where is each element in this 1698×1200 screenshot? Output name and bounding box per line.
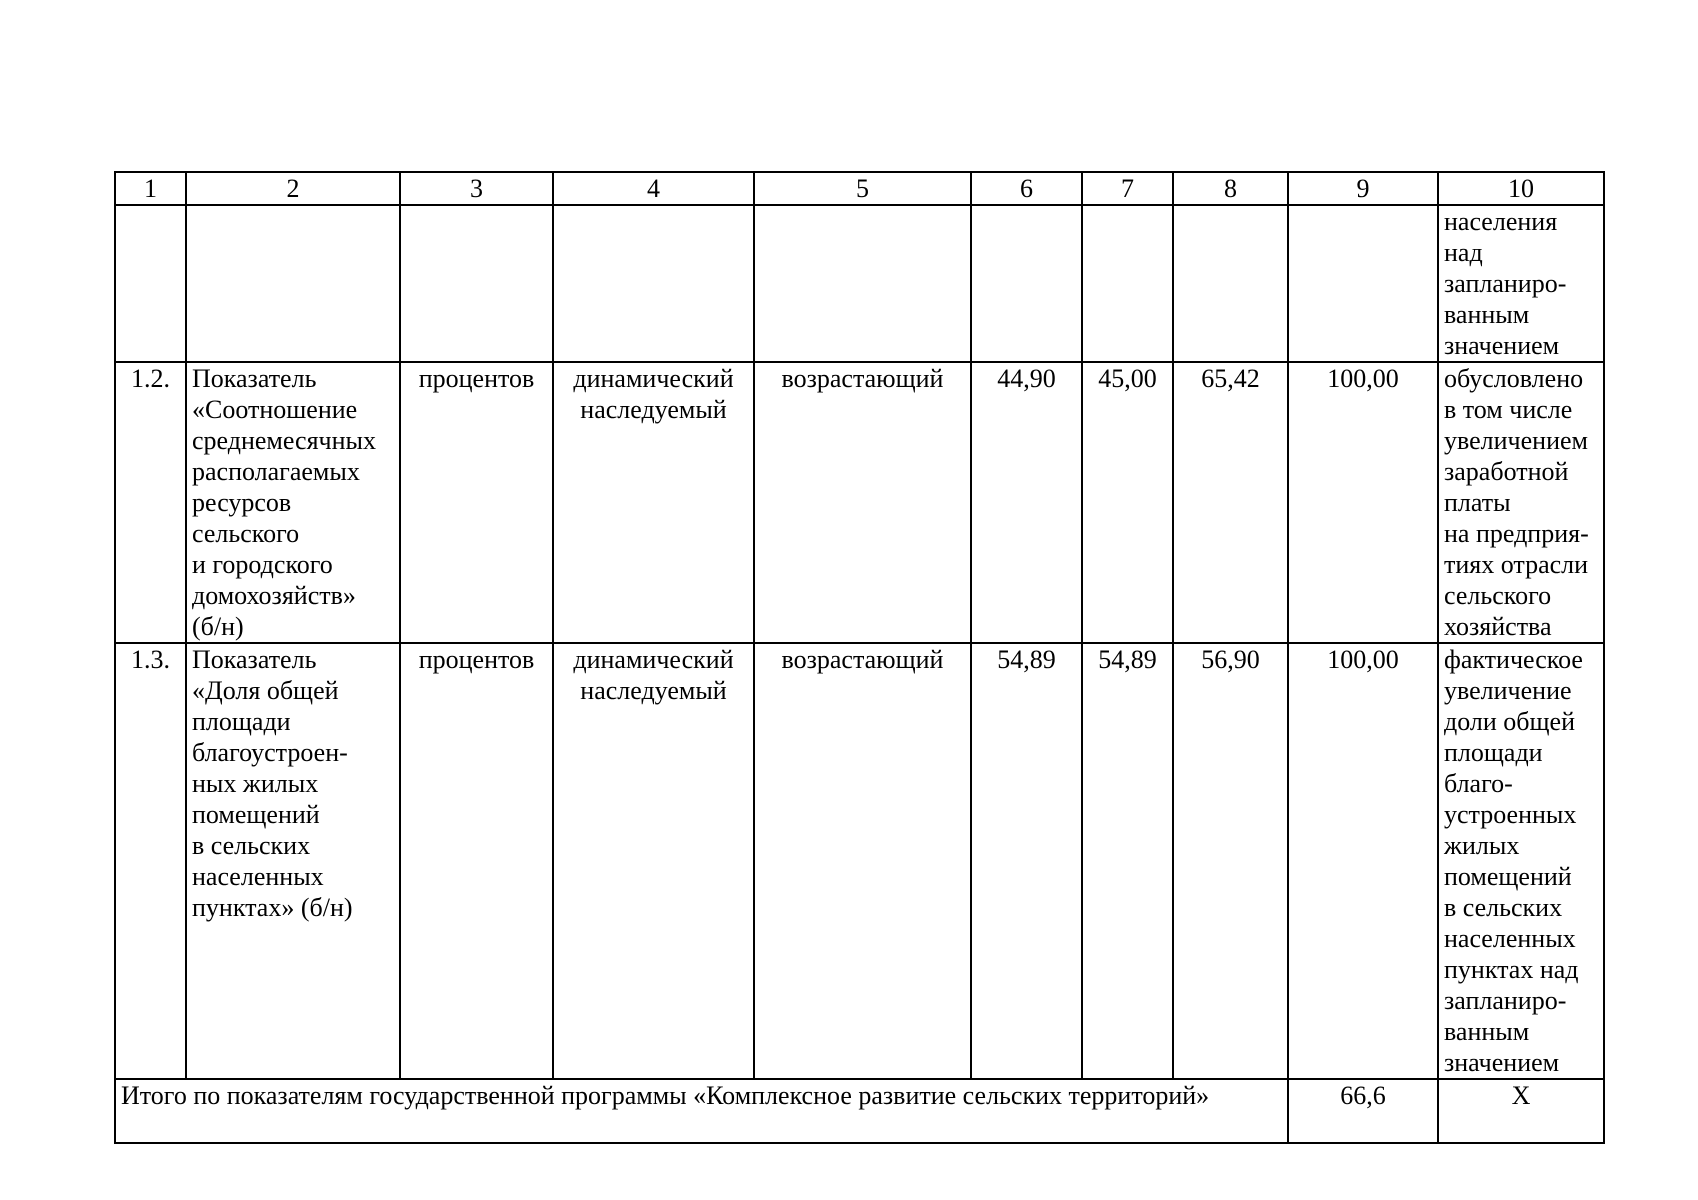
total-value: 66,6 [1288, 1079, 1438, 1143]
indicator-name: Показатель «Доля общей площади благоустроен- ных жилых помещений в сельских населенных пунктах» (б/н) [186, 643, 400, 1079]
cont-cell-4 [553, 205, 754, 362]
header-cell-9: 9 [1288, 172, 1438, 205]
value-col6: 44,90 [971, 362, 1082, 643]
header-cell-7: 7 [1082, 172, 1173, 205]
cont-cell-2 [186, 205, 400, 362]
cont-cell-8 [1173, 205, 1288, 362]
direction-cell: возрастающий [754, 643, 971, 1079]
cont-cell-6 [971, 205, 1082, 362]
total-label: Итого по показателям государственной программы «Комплексное развитие сельских территорий» [115, 1079, 1288, 1143]
header-cell-6: 6 [971, 172, 1082, 205]
header-row [115, 172, 1604, 205]
header-cell-2: 2 [186, 172, 400, 205]
total-mark: Х [1438, 1079, 1604, 1143]
table-row [115, 643, 1604, 1079]
value-col9: 100,00 [1288, 362, 1438, 643]
cont-cell-5 [754, 205, 971, 362]
row-number: 1.3. [115, 643, 186, 1079]
unit-cell: процентов [400, 362, 553, 643]
type-cell: динамический наследуемый [553, 362, 754, 643]
direction-cell: возрастающий [754, 362, 971, 643]
cont-comment-cell: населения над запланиро- ванным значением [1438, 205, 1604, 362]
header-cell-4: 4 [553, 172, 754, 205]
value-col6: 54,89 [971, 643, 1082, 1079]
header-cell-5: 5 [754, 172, 971, 205]
type-cell: динамический наследуемый [553, 643, 754, 1079]
cont-cell-1 [115, 205, 186, 362]
header-cell-1: 1 [115, 172, 186, 205]
row-number: 1.2. [115, 362, 186, 643]
value-col7: 54,89 [1082, 643, 1173, 1079]
total-row [115, 1079, 1604, 1143]
cont-cell-3 [400, 205, 553, 362]
comment-cell: обусловлено в том числе увеличением заработной платы на предприя- тиях отрасли сельского хозяйства [1438, 362, 1604, 643]
cont-cell-7 [1082, 205, 1173, 362]
value-col8: 56,90 [1173, 643, 1288, 1079]
header-cell-3: 3 [400, 172, 553, 205]
header-cell-8: 8 [1173, 172, 1288, 205]
header-cell-10: 10 [1438, 172, 1604, 205]
value-col9: 100,00 [1288, 643, 1438, 1079]
table-row [115, 362, 1604, 643]
value-col7: 45,00 [1082, 362, 1173, 643]
value-col8: 65,42 [1173, 362, 1288, 643]
continuation-row [115, 205, 1604, 362]
unit-cell: процентов [400, 643, 553, 1079]
comment-cell: фактическое увеличение доли общей площади благо- устроенных жилых помещений в сельских населенных пунктах над запланиро- ванным значением [1438, 643, 1604, 1079]
indicators-table [114, 171, 1605, 1144]
cont-cell-9 [1288, 205, 1438, 362]
indicator-name: Показатель «Соотношение среднемесячных располагаемых ресурсов сельского и городского домохозяйств» (б/н) [186, 362, 400, 643]
